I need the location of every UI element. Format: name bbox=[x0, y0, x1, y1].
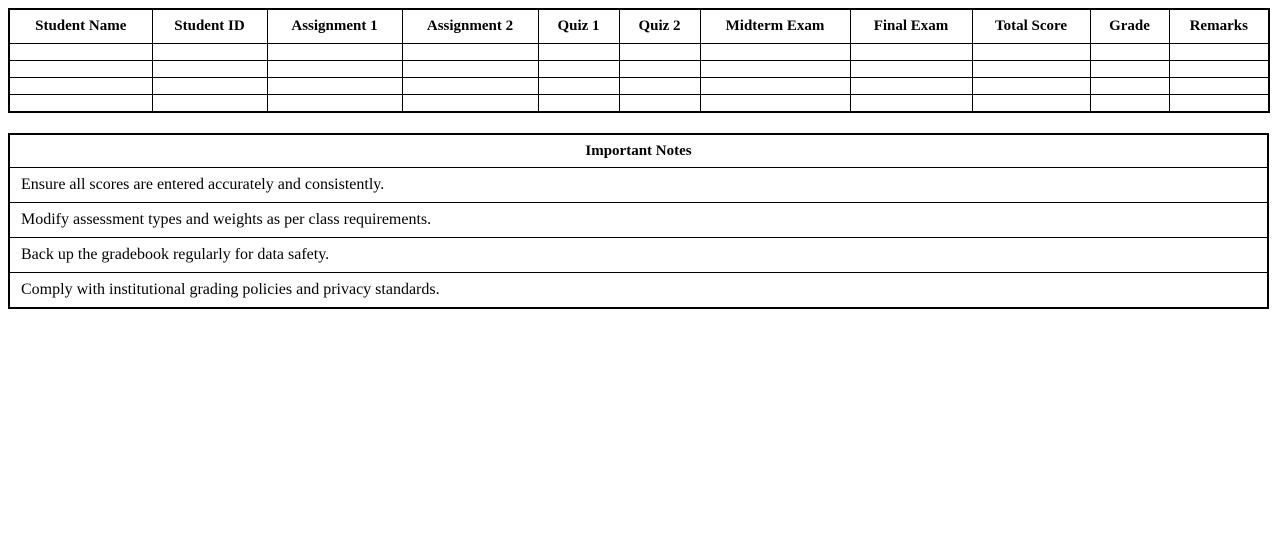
gradebook-cell bbox=[1090, 44, 1169, 61]
gradebook-cell bbox=[538, 95, 619, 113]
gradebook-cell bbox=[402, 78, 538, 95]
gradebook-cell bbox=[972, 95, 1090, 113]
notes-table bbox=[8, 133, 1269, 309]
gradebook-cell bbox=[1090, 95, 1169, 113]
gradebook-cell bbox=[619, 95, 700, 113]
gradebook-cell bbox=[972, 44, 1090, 61]
gradebook-cell bbox=[9, 44, 152, 61]
note-row bbox=[9, 238, 1268, 273]
notes-title: Important Notes bbox=[9, 134, 1268, 168]
gradebook-column-header: Student Name bbox=[9, 9, 152, 44]
note-item: Comply with institutional grading policies and privacy standards. bbox=[9, 273, 1268, 309]
gradebook-column-header: Quiz 2 bbox=[619, 9, 700, 44]
gradebook-column-header: Remarks bbox=[1169, 9, 1269, 44]
gradebook-cell bbox=[9, 95, 152, 113]
gradebook-cell bbox=[267, 61, 402, 78]
gradebook-cell bbox=[9, 78, 152, 95]
gradebook-cell bbox=[619, 44, 700, 61]
note-row bbox=[9, 273, 1268, 309]
notes-header-row bbox=[9, 134, 1268, 168]
gradebook-cell bbox=[700, 78, 850, 95]
gradebook-cell bbox=[538, 78, 619, 95]
gradebook-cell bbox=[1169, 95, 1269, 113]
gradebook-cell bbox=[700, 61, 850, 78]
note-item: Modify assessment types and weights as per class requirements. bbox=[9, 203, 1268, 238]
gradebook-cell bbox=[538, 61, 619, 78]
gradebook-cell bbox=[972, 61, 1090, 78]
gradebook-column-header: Midterm Exam bbox=[700, 9, 850, 44]
gradebook-row bbox=[9, 78, 1269, 95]
gradebook-table bbox=[8, 8, 1270, 113]
gradebook-cell bbox=[1090, 61, 1169, 78]
gradebook-cell bbox=[402, 95, 538, 113]
gradebook-cell bbox=[152, 78, 267, 95]
gradebook-column-header: Student ID bbox=[152, 9, 267, 44]
gradebook-cell bbox=[152, 95, 267, 113]
gradebook-column-header: Assignment 2 bbox=[402, 9, 538, 44]
gradebook-cell bbox=[538, 44, 619, 61]
gradebook-header-row bbox=[9, 9, 1269, 44]
gradebook-row bbox=[9, 44, 1269, 61]
gradebook-column-header: Assignment 1 bbox=[267, 9, 402, 44]
note-item: Ensure all scores are entered accurately and consistently. bbox=[9, 168, 1268, 203]
gradebook-cell bbox=[1169, 78, 1269, 95]
gradebook-cell bbox=[1169, 61, 1269, 78]
gradebook-column-header: Final Exam bbox=[850, 9, 972, 44]
gradebook-cell bbox=[267, 44, 402, 61]
note-row bbox=[9, 203, 1268, 238]
gradebook-cell bbox=[619, 78, 700, 95]
note-row bbox=[9, 168, 1268, 203]
gradebook-cell bbox=[972, 78, 1090, 95]
gradebook-cell bbox=[700, 44, 850, 61]
gradebook-cell bbox=[267, 95, 402, 113]
gradebook-cell bbox=[1169, 44, 1269, 61]
gradebook-column-header: Total Score bbox=[972, 9, 1090, 44]
gradebook-cell bbox=[619, 61, 700, 78]
gradebook-cell bbox=[152, 44, 267, 61]
gradebook-row bbox=[9, 61, 1269, 78]
gradebook-cell bbox=[700, 95, 850, 113]
gradebook-cell bbox=[402, 61, 538, 78]
gradebook-cell bbox=[850, 78, 972, 95]
gradebook-cell bbox=[850, 95, 972, 113]
gradebook-column-header: Grade bbox=[1090, 9, 1169, 44]
gradebook-cell bbox=[267, 78, 402, 95]
note-item: Back up the gradebook regularly for data safety. bbox=[9, 238, 1268, 273]
gradebook-cell bbox=[850, 44, 972, 61]
gradebook-cell bbox=[850, 61, 972, 78]
gradebook-cell bbox=[9, 61, 152, 78]
gradebook-cell bbox=[402, 44, 538, 61]
gradebook-row bbox=[9, 95, 1269, 113]
gradebook-cell bbox=[152, 61, 267, 78]
gradebook-cell bbox=[1090, 78, 1169, 95]
gradebook-column-header: Quiz 1 bbox=[538, 9, 619, 44]
